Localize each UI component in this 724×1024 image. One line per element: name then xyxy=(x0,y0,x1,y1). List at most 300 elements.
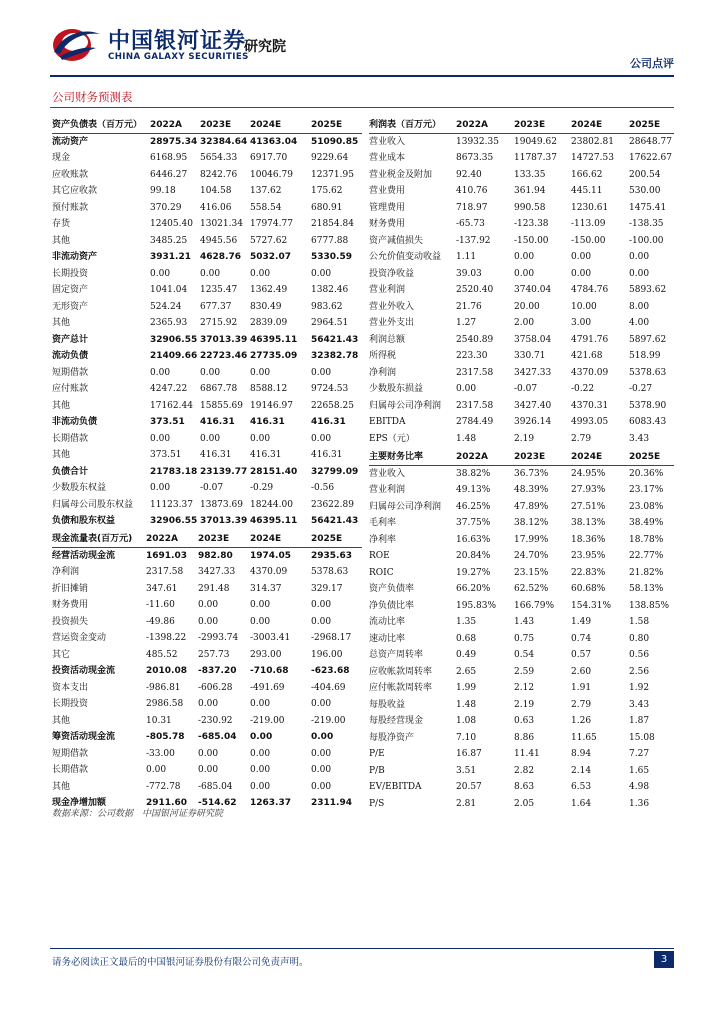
cell-value: 558.54 xyxy=(250,202,282,213)
cell-value: -230.92 xyxy=(198,715,233,726)
cell-value: 445.11 xyxy=(571,186,603,196)
table-row xyxy=(52,597,362,614)
cell-value: 20.36% xyxy=(629,468,664,479)
cell-value: -491.69 xyxy=(250,682,285,693)
logo-cn-text: 中国银河证券 xyxy=(108,29,247,54)
cell-value: 0.00 xyxy=(629,268,650,279)
cell-value: 23.17% xyxy=(629,485,664,495)
cell-value: 23622.89 xyxy=(311,499,354,510)
cell-value: 2.81 xyxy=(456,798,477,809)
cell-value: 1.87 xyxy=(629,716,650,726)
cell-value: 4370.09 xyxy=(250,567,288,577)
row-label: 投资损失 xyxy=(52,616,89,627)
table-row xyxy=(52,581,362,598)
cell-value: 2317.58 xyxy=(456,367,494,378)
cell-value: 0.00 xyxy=(311,616,332,627)
cell-value: 9724.53 xyxy=(311,384,349,394)
row-label: 利润总额 xyxy=(369,334,406,345)
cell-value: 0.00 xyxy=(311,433,332,444)
cell-value: 9229.64 xyxy=(311,153,349,163)
row-label: 营运资金变动 xyxy=(52,633,107,643)
cell-value: 175.62 xyxy=(311,186,343,196)
cell-value: 133.35 xyxy=(514,169,546,180)
table-row xyxy=(369,598,674,615)
table-row xyxy=(369,515,674,532)
cell-value: 24.70% xyxy=(514,551,549,561)
cell-value: 680.91 xyxy=(311,202,343,213)
cell-value: 27.93% xyxy=(571,485,606,495)
cell-value: 32382.78 xyxy=(311,351,359,361)
cell-value: 32906.55 xyxy=(150,516,198,526)
cell-value: 2935.63 xyxy=(311,550,352,561)
row-label: EPS（元） xyxy=(369,433,415,444)
row-label: 归属母公司净利润 xyxy=(369,501,442,512)
table-row xyxy=(369,216,674,233)
cell-value: 0.00 xyxy=(514,252,535,262)
table-header-row xyxy=(52,531,362,548)
cell-value: 16.87 xyxy=(456,749,482,759)
cell-value: 2.12 xyxy=(514,683,535,693)
cell-value: 5893.62 xyxy=(629,285,667,295)
cell-value: 4247.22 xyxy=(150,384,188,394)
cell-value: 2839.09 xyxy=(250,318,288,328)
row-label: 财务费用 xyxy=(52,600,89,610)
cell-value: 0.75 xyxy=(514,633,535,644)
cell-value: 982.80 xyxy=(198,550,233,561)
cell-value: 137.62 xyxy=(250,186,282,196)
cell-value: 22723.46 xyxy=(200,351,248,361)
row-label: 现金 xyxy=(52,153,71,163)
cell-value: 1.48 xyxy=(456,433,477,444)
cell-value: 0.74 xyxy=(571,633,592,644)
table-row xyxy=(369,581,674,598)
cell-value: 1.48 xyxy=(456,699,477,710)
key-ratios-table xyxy=(369,449,674,812)
cell-value: 21.82% xyxy=(629,567,664,578)
row-label: 营业外收入 xyxy=(369,301,415,312)
row-label: 营业收入 xyxy=(369,136,406,147)
table-row xyxy=(52,696,362,713)
row-label: P/B xyxy=(369,765,385,776)
cell-value: 195.83% xyxy=(456,600,497,611)
cell-value: 4791.76 xyxy=(571,334,609,345)
row-label: 长期投资 xyxy=(52,699,89,709)
cell-value: 99.18 xyxy=(150,186,176,196)
cell-value: 1.43 xyxy=(514,617,535,627)
cell-value: 2911.60 xyxy=(146,798,187,808)
cell-value: 0.00 xyxy=(250,433,271,444)
table-row xyxy=(52,431,362,448)
cell-value: 19.27% xyxy=(456,567,491,578)
table-title: 资产负债表（百万元） xyxy=(52,120,143,130)
cell-value: -219.00 xyxy=(311,715,346,726)
cell-value: 416.06 xyxy=(200,202,232,213)
cell-value: 1382.46 xyxy=(311,285,349,295)
cell-value: 0.63 xyxy=(514,716,535,726)
cell-value: 104.58 xyxy=(200,186,232,196)
cell-value: 17.99% xyxy=(514,534,549,545)
row-label: 资本支出 xyxy=(52,682,89,693)
cell-value: 20.57 xyxy=(456,782,482,792)
cell-value: -137.92 xyxy=(456,235,491,246)
cell-value: 421.68 xyxy=(571,351,603,361)
cell-value: -514.62 xyxy=(198,798,237,808)
table-row xyxy=(369,746,674,763)
cell-value: 2964.51 xyxy=(311,318,349,328)
cell-value: 3.51 xyxy=(456,765,477,776)
cell-value: 1.65 xyxy=(629,765,650,776)
cell-value: 19146.97 xyxy=(250,400,293,411)
section-title: 公司财务预测表 xyxy=(52,90,133,104)
cell-value: 3926.14 xyxy=(514,417,552,427)
column-header: 2024E xyxy=(571,452,603,462)
cell-value: 0.00 xyxy=(150,433,171,444)
column-header: 2024E xyxy=(250,120,282,130)
cell-value: 23.15% xyxy=(514,567,549,578)
cell-value: 18.36% xyxy=(571,534,606,545)
row-label: 负债合计 xyxy=(52,466,89,477)
cell-value: -11.60 xyxy=(146,600,175,610)
cell-value: 56421.43 xyxy=(311,516,359,526)
cell-value: 27735.09 xyxy=(250,351,298,361)
cell-value: 4945.56 xyxy=(200,235,238,246)
cell-value: -986.81 xyxy=(146,682,181,693)
cell-value: 3.00 xyxy=(571,318,592,328)
cell-value: 2317.58 xyxy=(456,400,494,411)
cell-value: 51090.85 xyxy=(311,136,359,147)
cell-value: 990.58 xyxy=(514,202,546,213)
row-label: 少数股东权益 xyxy=(52,483,107,493)
cell-value: 1475.41 xyxy=(629,202,667,213)
cell-value: 370.29 xyxy=(150,202,182,213)
cell-value: 0.00 xyxy=(198,748,219,759)
table-row xyxy=(52,167,362,184)
cell-value: 2311.94 xyxy=(311,798,352,808)
institute-label: 研究院 xyxy=(244,39,286,55)
row-label: 长期投资 xyxy=(52,268,89,279)
table-row xyxy=(52,233,362,250)
cell-value: -0.22 xyxy=(571,384,595,394)
cell-value: 46395.11 xyxy=(250,516,298,526)
row-label: 其他 xyxy=(52,400,71,411)
cell-value: 15855.69 xyxy=(200,400,243,411)
column-header: 2025E xyxy=(311,534,343,544)
cell-value: 21854.84 xyxy=(311,219,354,229)
row-label: 资产减值损失 xyxy=(369,235,424,246)
cell-value: 6917.70 xyxy=(250,153,288,163)
cell-value: 5032.07 xyxy=(250,252,291,262)
column-header: 2023E xyxy=(514,452,546,462)
row-label: 营业收入 xyxy=(369,468,406,479)
cell-value: 38.49% xyxy=(629,518,664,528)
cell-value: 0.68 xyxy=(456,633,477,644)
cell-value: 2784.49 xyxy=(456,417,494,427)
row-label: 无形资产 xyxy=(52,301,89,312)
table-row xyxy=(52,447,362,464)
table-row xyxy=(52,348,362,365)
row-label: 非流动资产 xyxy=(52,252,98,262)
cell-value: 22.83% xyxy=(571,567,606,578)
cell-value: 8673.35 xyxy=(456,153,494,163)
income-statement-table xyxy=(369,117,674,447)
cell-value: -100.00 xyxy=(629,235,664,246)
cell-value: 330.71 xyxy=(514,351,546,361)
cell-value: 11.65 xyxy=(571,732,597,743)
table-row xyxy=(52,713,362,730)
table-row xyxy=(52,398,362,415)
table-row xyxy=(52,183,362,200)
cell-value: 8.94 xyxy=(571,749,592,759)
table-row xyxy=(369,183,674,200)
cell-value: 0.00 xyxy=(250,367,271,378)
table-row xyxy=(52,513,362,530)
table-row xyxy=(369,697,674,714)
row-label: 现金净增加额 xyxy=(52,798,107,808)
row-label: 筹资活动现金流 xyxy=(52,732,116,742)
cell-value: 7.27 xyxy=(629,749,650,759)
cell-value: 200.54 xyxy=(629,169,661,180)
column-header: 2025E xyxy=(629,452,661,462)
disclaimer-text: 请务必阅读正文最后的中国银河证券股份有限公司免责声明。 xyxy=(52,957,309,968)
column-header: 2024E xyxy=(571,120,603,130)
row-label: EBITDA xyxy=(369,417,406,427)
row-label: 预付账款 xyxy=(52,202,89,213)
cell-value: 361.94 xyxy=(514,186,546,196)
cell-value: 524.24 xyxy=(150,301,182,312)
row-label: P/E xyxy=(369,749,385,759)
cell-value: 5654.33 xyxy=(200,153,238,163)
cell-value: 62.52% xyxy=(514,584,549,594)
table-row xyxy=(52,630,362,647)
cell-value: 0.00 xyxy=(250,616,271,627)
row-label: 存货 xyxy=(52,219,71,229)
table-row xyxy=(52,249,362,266)
cell-value: 4370.31 xyxy=(571,400,609,411)
table-row xyxy=(52,134,362,151)
table-row xyxy=(369,282,674,299)
row-label: 营业外支出 xyxy=(369,318,415,328)
cell-value: -150.00 xyxy=(571,235,606,246)
table-row xyxy=(369,332,674,349)
table-row xyxy=(52,680,362,697)
cell-value: 6083.43 xyxy=(629,417,667,427)
column-header: 2022A xyxy=(146,534,179,544)
cell-value: 0.00 xyxy=(146,765,167,775)
cell-value: 0.00 xyxy=(311,748,332,759)
cell-value: 8.00 xyxy=(629,301,650,312)
cell-value: 2986.58 xyxy=(146,699,184,709)
table-header-row xyxy=(52,117,362,134)
column-header: 2025E xyxy=(629,120,661,130)
table-row xyxy=(369,779,674,796)
cell-value: 37013.39 xyxy=(200,516,248,526)
cell-value: 19049.62 xyxy=(514,136,557,147)
row-label: 负债和股东权益 xyxy=(52,516,116,526)
cell-value: 1.35 xyxy=(456,617,477,627)
cell-value: 1362.49 xyxy=(250,285,288,295)
table-title: 现金流量表(百万元) xyxy=(52,534,133,544)
cell-value: 13021.34 xyxy=(200,219,243,229)
cell-value: 2540.89 xyxy=(456,334,494,345)
cell-value: 0.00 xyxy=(150,483,171,493)
cell-value: 11123.37 xyxy=(150,499,193,510)
cell-value: 1.64 xyxy=(571,798,592,809)
cell-value: 2.19 xyxy=(514,433,535,444)
cell-value: 13873.69 xyxy=(200,499,243,510)
row-label: 非流动负债 xyxy=(52,417,98,427)
cell-value: -710.68 xyxy=(250,666,289,676)
cell-value: 0.00 xyxy=(198,699,219,709)
cell-value: 1974.05 xyxy=(250,550,291,561)
cell-value: -49.86 xyxy=(146,616,175,627)
table-row xyxy=(369,680,674,697)
cell-value: 5727.62 xyxy=(250,235,288,246)
table-row xyxy=(369,249,674,266)
cell-value: -0.07 xyxy=(200,483,224,493)
row-label: 营业成本 xyxy=(369,153,406,163)
table-row xyxy=(369,631,674,648)
cell-value: 2.19 xyxy=(514,699,535,710)
cell-value: 0.00 xyxy=(250,748,271,759)
cell-value: 1.36 xyxy=(629,798,650,809)
cell-value: 49.13% xyxy=(456,485,491,495)
row-label: 每股经营现金 xyxy=(369,716,424,726)
table-row xyxy=(369,200,674,217)
table-row xyxy=(369,348,674,365)
table-row xyxy=(369,565,674,582)
table-row xyxy=(52,497,362,514)
cell-value: -0.27 xyxy=(629,384,653,394)
column-header: 2022A xyxy=(150,120,183,130)
table-row xyxy=(52,464,362,481)
cell-value: 530.00 xyxy=(629,186,661,196)
cell-value: -606.28 xyxy=(198,682,233,693)
cell-value: 28648.77 xyxy=(629,136,672,147)
table-row xyxy=(369,763,674,780)
cell-value: 0.00 xyxy=(311,600,332,610)
cell-value: -404.69 xyxy=(311,682,346,693)
cell-value: 1263.37 xyxy=(250,798,291,808)
cell-value: 6168.95 xyxy=(150,153,188,163)
row-label: 其他 xyxy=(52,318,71,328)
cell-value: 12405.40 xyxy=(150,219,193,229)
balance-sheet-table xyxy=(52,117,362,530)
row-label: 营业利润 xyxy=(369,485,406,495)
cell-value: 518.99 xyxy=(629,351,661,361)
cell-value: 0.00 xyxy=(150,268,171,279)
cell-value: 138.85% xyxy=(629,600,670,611)
cell-value: 3485.25 xyxy=(150,235,188,246)
row-label: 折旧摊销 xyxy=(52,583,89,594)
cell-value: 830.49 xyxy=(250,301,282,312)
cell-value: 2520.40 xyxy=(456,285,494,295)
cell-value: 1.11 xyxy=(456,252,477,262)
table-row xyxy=(369,482,674,499)
cell-value: 2365.93 xyxy=(150,318,188,328)
row-label: 流动比率 xyxy=(369,617,406,627)
cell-value: 1235.47 xyxy=(200,285,238,295)
cell-value: 0.00 xyxy=(250,732,273,742)
cell-value: -1398.22 xyxy=(146,633,187,643)
cell-value: 4.00 xyxy=(629,318,650,328)
cell-value: -2968.17 xyxy=(311,633,352,643)
cell-value: 58.13% xyxy=(629,584,664,594)
row-label: 净利润 xyxy=(369,367,397,378)
row-label: 其他 xyxy=(52,450,71,460)
cell-value: -0.07 xyxy=(514,384,538,394)
cell-value: 0.00 xyxy=(311,781,332,792)
table-row xyxy=(52,548,362,565)
cell-value: 60.68% xyxy=(571,584,606,594)
cell-value: 1.49 xyxy=(571,617,592,627)
cell-value: 4.98 xyxy=(629,782,650,792)
cell-value: 38.82% xyxy=(456,468,491,479)
table-row xyxy=(369,730,674,747)
table-title: 主要财务比率 xyxy=(369,452,424,462)
cell-value: 1041.04 xyxy=(150,285,188,295)
table-row xyxy=(52,315,362,332)
cell-value: 373.51 xyxy=(150,450,182,460)
cell-value: 23139.77 xyxy=(200,466,248,477)
cell-value: 257.73 xyxy=(198,649,230,660)
cell-value: 2.60 xyxy=(571,666,592,677)
cell-value: 154.31% xyxy=(571,600,612,611)
cell-value: 48.39% xyxy=(514,485,549,495)
table-row xyxy=(369,532,674,549)
row-label: 净利润 xyxy=(52,567,80,577)
row-label: 资产负债率 xyxy=(369,584,415,594)
cell-value: 46395.11 xyxy=(250,334,298,345)
table-row xyxy=(52,762,362,779)
table-row xyxy=(369,614,674,631)
cell-value: 17162.44 xyxy=(150,400,193,411)
table-row xyxy=(52,216,362,233)
column-header: 2022A xyxy=(456,120,489,130)
cell-value: 39.03 xyxy=(456,268,482,279)
cell-value: 5378.63 xyxy=(311,567,349,577)
cell-value: -685.04 xyxy=(198,732,237,742)
cell-value: 3427.33 xyxy=(198,567,236,577)
cell-value: 5897.62 xyxy=(629,334,667,345)
cell-value: 3740.04 xyxy=(514,285,552,295)
cell-value: 21.76 xyxy=(456,301,482,312)
row-label: 其它 xyxy=(52,649,71,660)
cell-value: 3931.21 xyxy=(150,252,191,262)
row-label: 其他 xyxy=(52,781,71,792)
column-header: 2023E xyxy=(198,534,230,544)
cell-value: 0.00 xyxy=(198,765,219,775)
cell-value: 2.05 xyxy=(514,798,535,809)
cell-value: 416.31 xyxy=(250,417,285,427)
cell-value: -113.09 xyxy=(571,219,606,229)
cell-value: 14727.53 xyxy=(571,153,614,163)
row-label: 经营活动现金流 xyxy=(52,550,116,561)
cell-value: 1.08 xyxy=(456,716,477,726)
row-label: ROE xyxy=(369,551,390,561)
cell-value: 4370.09 xyxy=(571,367,609,378)
cell-value: 677.37 xyxy=(200,301,232,312)
cell-value: 0.00 xyxy=(250,268,271,279)
cell-value: 0.00 xyxy=(311,732,334,742)
cell-value: 373.51 xyxy=(150,417,185,427)
cell-value: 8.86 xyxy=(514,732,535,743)
cell-value: 46.25% xyxy=(456,501,491,512)
cell-value: 0.00 xyxy=(200,268,221,279)
cell-value: 47.89% xyxy=(514,501,549,512)
logo-en-text: CHINA GALAXY SECURITIES xyxy=(108,52,249,62)
cell-value: 0.00 xyxy=(150,367,171,378)
table-row xyxy=(52,200,362,217)
